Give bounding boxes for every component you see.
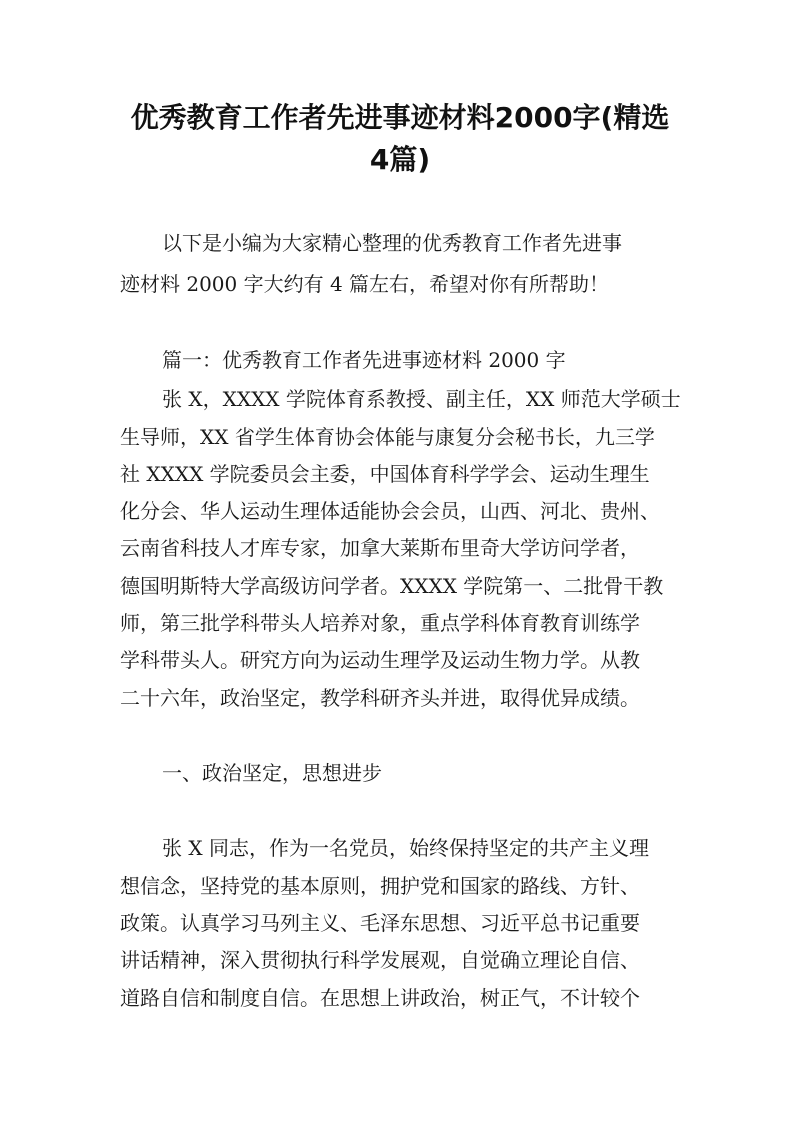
document-title-line-1: 优秀教育工作者先进事迹材料2000字(精选 <box>130 101 670 134</box>
section-body-line: 道路自信和制度自信。在思想上讲政治，树正气，不计较个 <box>120 986 640 1010</box>
intro-line: 以下是小编为大家精心整理的优秀教育工作者先进事 <box>162 231 622 255</box>
section-body-line: 张 X 同志，作为一名党员，始终保持坚定的共产主义理 <box>162 836 649 860</box>
section-heading: 一、政治坚定，思想进步 <box>162 761 382 785</box>
bio-line: 师，第三批学科带头人培养对象，重点学科体育教育训练学 <box>120 611 640 635</box>
section-body-line: 想信念，坚持党的基本原则，拥护党和国家的路线、方针、 <box>120 874 640 898</box>
document-title-line-2: 4篇) <box>369 143 431 176</box>
section-body-line: 政策。认真学习马列主义、毛泽东思想、习近平总书记重要 <box>120 911 640 935</box>
bio-line: 化分会、华人运动生理体适能协会会员，山西、河北、贵州、 <box>120 499 660 523</box>
bio-line: 学科带头人。研究方向为运动生理学及运动生物力学。从教 <box>120 648 640 672</box>
intro-line: 迹材料 2000 字大约有 4 篇左右，希望对你有所帮助！ <box>120 272 610 296</box>
bio-line: 生导师，XX 省学生体育协会体能与康复分会秘书长，九三学 <box>120 425 655 449</box>
bio-line: 张 X，XXXX 学院体育系教授、副主任，XX 师范大学硕士 <box>162 387 681 411</box>
bio-line: 二十六年，政治坚定，教学科研齐头并进，取得优异成绩。 <box>120 686 640 710</box>
bio-line: 社 XXXX 学院委员会主委，中国体育科学学会、运动生理生 <box>120 462 650 486</box>
bio-line: 云南省科技人才库专家，加拿大莱斯布里奇大学访问学者， <box>120 536 640 560</box>
article-heading: 篇一：优秀教育工作者先进事迹材料 2000 字 <box>162 348 566 372</box>
bio-line: 德国明斯特大学高级访问学者。XXXX 学院第一、二批骨干教 <box>120 574 664 598</box>
section-body-line: 讲话精神，深入贯彻执行科学发展观，自觉确立理论自信、 <box>120 948 640 972</box>
